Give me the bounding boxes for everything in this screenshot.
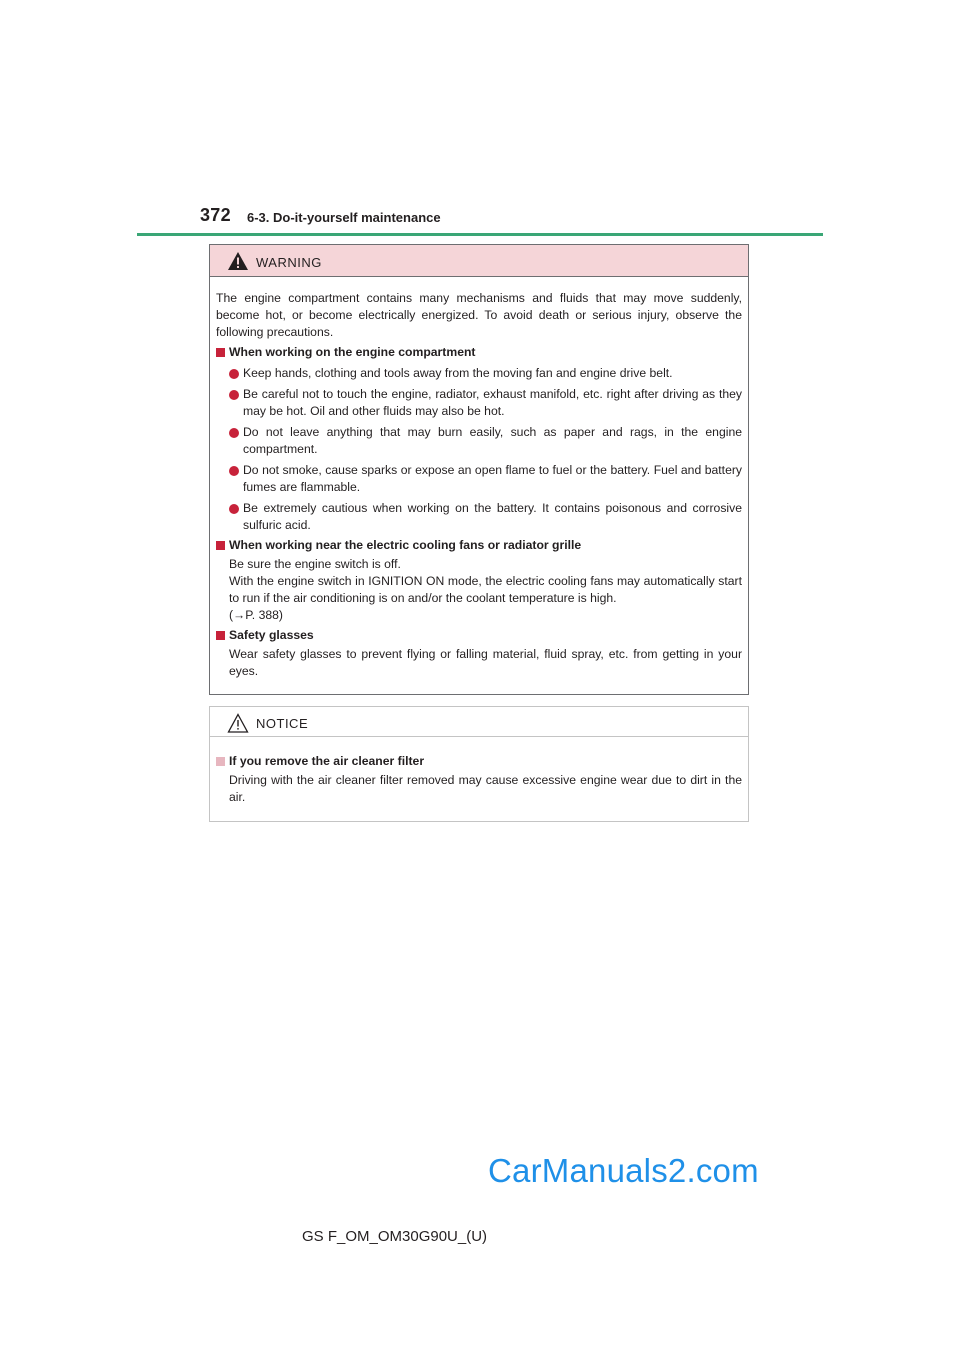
section-heading: If you remove the air cleaner filter xyxy=(216,753,742,770)
notice-body xyxy=(216,753,742,806)
section-text-line: With the engine switch in IGNITION ON mode, the electric cooling fans may automatically start to run if the air conditioning is on and/or the coolant temperature is high. xyxy=(229,574,742,605)
header-rule xyxy=(137,233,823,236)
warning-body xyxy=(216,290,742,680)
list-item: Do not smoke, cause sparks or expose an open flame to fuel or the battery. Fuel and battery fumes are flammable. xyxy=(216,462,742,496)
list-item: Be careful not to touch the engine, radiator, exhaust manifold, etc. right after driving as they may be hot. Oil and other fluids may also be hot. xyxy=(216,386,742,420)
round-bullet-icon xyxy=(229,390,239,400)
notice-triangle-icon xyxy=(227,713,249,733)
warning-intro: The engine compartment contains many mechanisms and fluids that may move suddenly, become hot, or become electrically energized. To avoid death or serious injury, observe the following precautions. xyxy=(216,291,742,339)
round-bullet-icon xyxy=(229,504,239,514)
warning-title: WARNING xyxy=(256,255,322,270)
page-header xyxy=(200,205,830,233)
section-heading: When working near the electric cooling fans or radiator grille xyxy=(216,537,742,554)
round-bullet-icon xyxy=(229,466,239,476)
document-code: GS F_OM_OM30G90U_(U) xyxy=(302,1228,488,1245)
section-text xyxy=(229,556,742,624)
square-bullet-icon xyxy=(216,757,225,766)
warning-header xyxy=(210,245,748,277)
round-bullet-icon xyxy=(229,369,239,379)
section-heading: Safety glasses xyxy=(216,627,742,644)
round-bullet-icon xyxy=(229,428,239,438)
watermark-site: carmanualsonline.info xyxy=(721,1339,859,1354)
square-bullet-icon xyxy=(216,541,225,550)
warning-triangle-icon xyxy=(227,251,249,271)
notice-header xyxy=(210,707,748,737)
section-text xyxy=(229,772,742,806)
watermark-logo: CarManuals2.com xyxy=(488,1152,759,1189)
notice-title: NOTICE xyxy=(256,716,309,731)
section-title: 6-3. Do-it-yourself maintenance xyxy=(247,210,441,225)
page-reference: (→P. 388) xyxy=(229,608,283,622)
square-bullet-icon xyxy=(216,348,225,357)
section-text-line: Wear safety glasses to prevent flying or falling material, fluid spray, etc. from getting in your eyes. xyxy=(229,647,742,678)
warning-box xyxy=(209,244,749,695)
section-heading: When working on the engine compartment xyxy=(216,344,742,361)
list-item: Be extremely cautious when working on the battery. It contains poisonous and corrosive sulfuric acid. xyxy=(216,500,742,534)
section-text-line: Be sure the engine switch is off. xyxy=(229,557,401,571)
list-item: Do not leave anything that may burn easily, such as paper and rags, in the engine compartment. xyxy=(216,424,742,458)
section-text-line: Driving with the air cleaner filter removed may cause excessive engine wear due to dirt in the air. xyxy=(229,773,742,804)
square-bullet-icon xyxy=(216,631,225,640)
notice-box xyxy=(209,706,749,822)
list-item: Keep hands, clothing and tools away from the moving fan and engine drive belt. xyxy=(216,365,742,382)
section-text xyxy=(229,646,742,680)
page-number: 372 xyxy=(200,205,231,225)
